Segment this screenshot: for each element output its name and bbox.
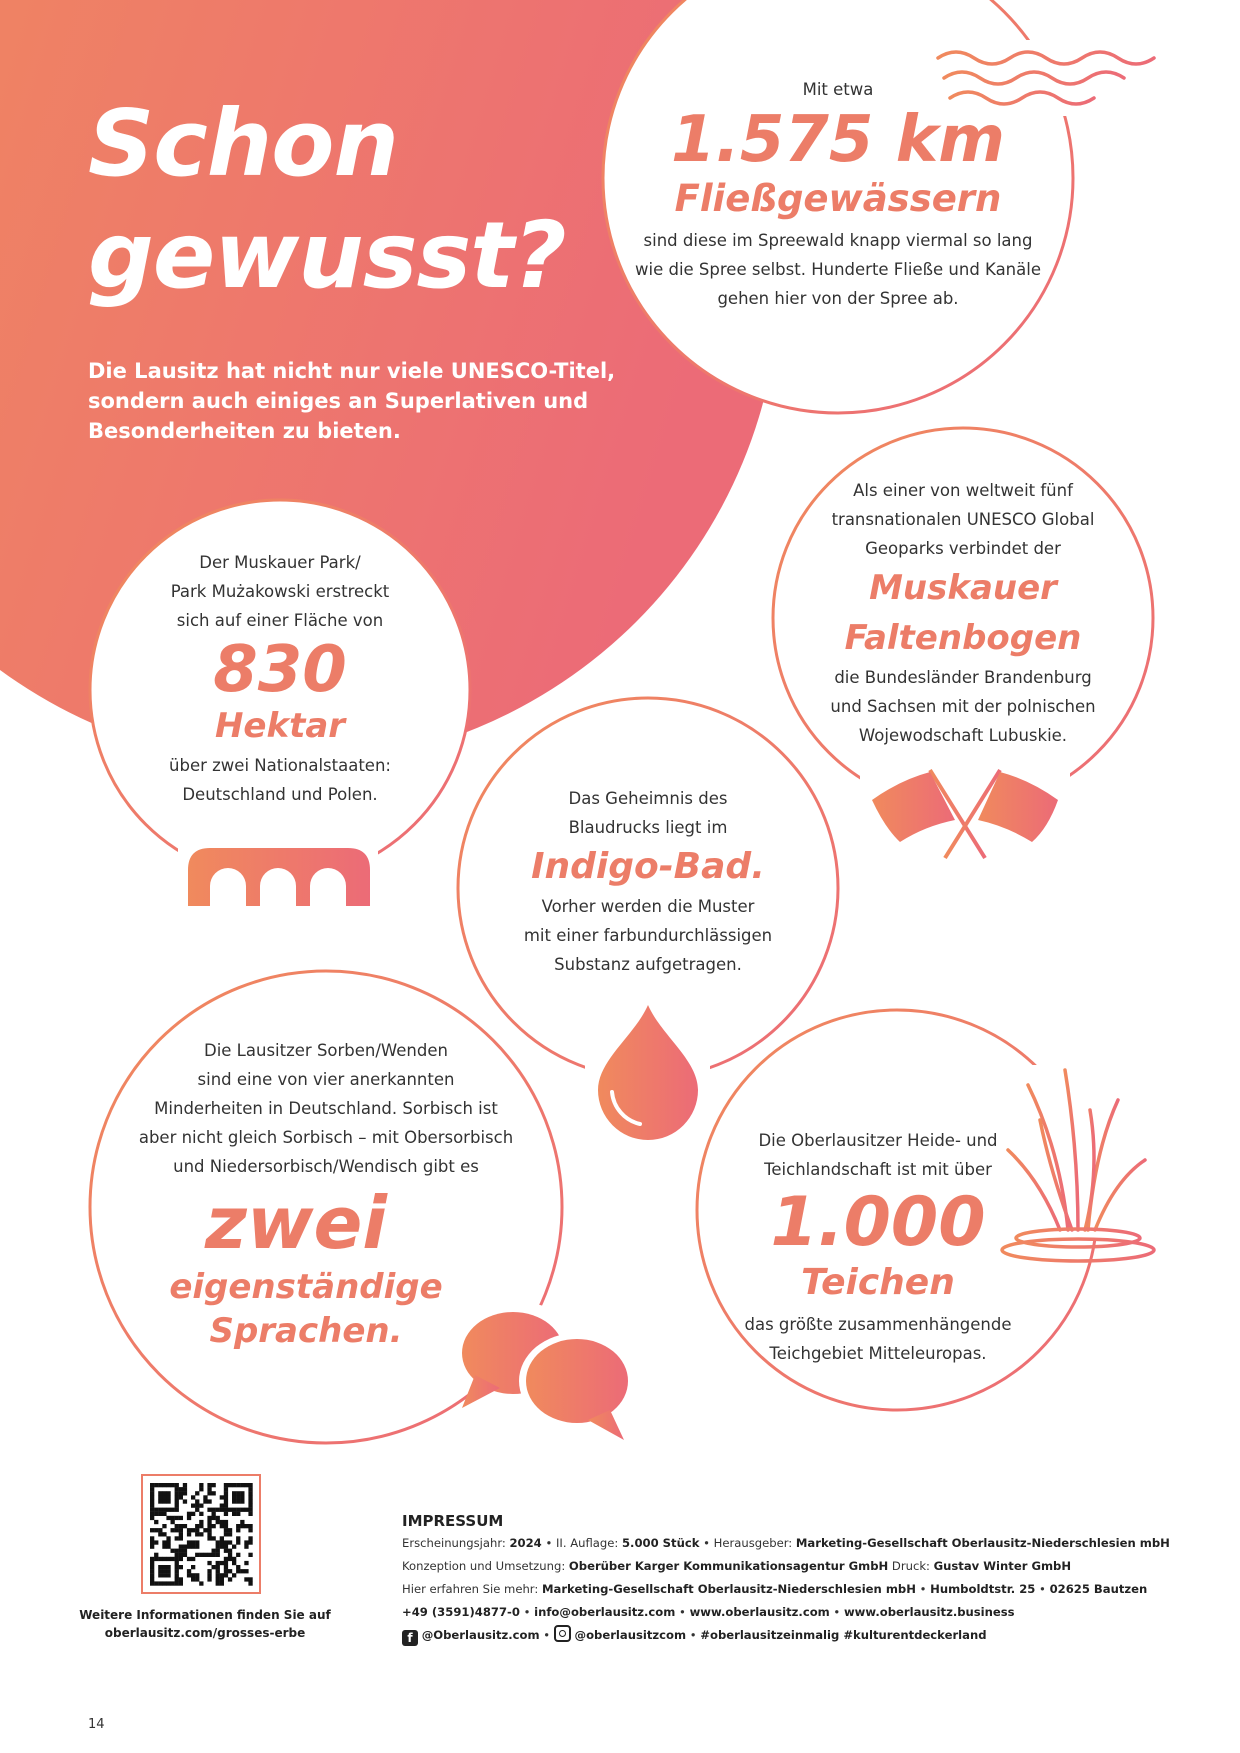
sorben-text: Minderheiten in Deutschland. Sorbisch ist: [154, 1099, 498, 1118]
park-sub: Hektar: [214, 706, 346, 746]
bridge-icon: [178, 836, 378, 906]
park-text: über zwei Nationalstaaten:: [169, 756, 391, 775]
geopark-text: Geoparks verbindet der: [865, 539, 1061, 558]
label: Erscheinungsjahr:: [402, 1536, 506, 1550]
spree-text: sind diese im Spreewald knapp viermal so lang: [643, 231, 1033, 250]
sorben-text: aber nicht gleich Sorbisch – mit Obersorbisch: [138, 1128, 514, 1147]
website-link[interactable]: www.oberlausitz.business: [843, 1605, 1015, 1619]
impressum-title: IMPRESSUM: [402, 1512, 504, 1530]
sorben-text: und Niedersorbisch/Wendisch gibt es: [173, 1157, 479, 1176]
qr-link[interactable]: oberlausitz.com/grosses-erbe: [104, 1626, 306, 1640]
page-number: 14: [88, 1717, 105, 1732]
email-link[interactable]: info@oberlausitz.com: [534, 1605, 676, 1619]
sorben-big: zwei: [205, 1181, 387, 1265]
spree-pre: Mit etwa: [802, 80, 874, 99]
park-text: sich auf einer Fläche von: [176, 611, 384, 630]
sorben-text: Die Lausitzer Sorben/Wenden: [204, 1041, 448, 1060]
park-text: Park Mużakowski erstreckt: [170, 582, 390, 601]
qr-code: [142, 1475, 260, 1593]
fact-park: [110, 548, 450, 809]
label: Druck:: [891, 1559, 930, 1573]
geopark-text: die Bundesländer Brandenburg: [834, 668, 1092, 687]
impressum-line1: Erscheinungsjahr: 2024 • II. Auflage: 5.000 Stück • Herausgeber: Marketing-Gesellschaft Oberlausitz-Niederschlesien mbH: [402, 1536, 1170, 1550]
publisher: Marketing-Gesellschaft Oberlausitz-Niederschlesien mbH: [795, 1536, 1170, 1550]
fact-sorben: [126, 1036, 526, 1353]
park-text: Deutschland und Polen.: [182, 785, 378, 804]
sorben-sub2: Sprachen.: [209, 1311, 403, 1351]
indigo-text: Vorher werden die Muster: [541, 897, 755, 916]
label: Konzeption und Umsetzung:: [402, 1559, 566, 1573]
label: II. Auflage:: [555, 1536, 619, 1550]
qr-caption-line: Weitere Informationen finden Sie auf: [79, 1608, 331, 1622]
geopark-text: Wojewodschaft Lubuskie.: [858, 726, 1068, 745]
address: Humboldtstr. 25: [930, 1582, 1036, 1596]
teich-text: Teichgebiet Mitteleuropas.: [769, 1344, 987, 1363]
facebook-link[interactable]: @Oberlausitz.com: [421, 1628, 540, 1642]
intro-line: sondern auch einiges an Superlativen und: [88, 389, 589, 413]
geopark-big1: Muskauer: [869, 568, 1057, 608]
indigo-text: Blaudrucks liegt im: [568, 818, 728, 837]
intro-text: [88, 356, 648, 446]
geopark-text: Als einer von weltweit fünf: [853, 481, 1073, 500]
indigo-text: Das Geheimnis des: [568, 789, 728, 808]
impressum-line5: f @Oberlausitz.com • @oberlausitzcom • #oberlausitzeinmalig #kulturentdeckerland: [402, 1624, 1182, 1647]
impressum-line2: [402, 1555, 1182, 1578]
teich-text: Die Oberlausitzer Heide- und: [758, 1131, 998, 1150]
teich-text: das größte zusammenhängende: [744, 1315, 1012, 1334]
hashtags: #oberlausitzeinmalig #kulturentdeckerland: [700, 1628, 987, 1642]
qr-caption: [70, 1606, 340, 1642]
instagram-icon: [554, 1625, 571, 1642]
spree-text: gehen hier von der Spree ab.: [717, 289, 959, 308]
intro-line: Besonderheiten zu bieten.: [88, 419, 401, 443]
indigo-text: Substanz aufgetragen.: [554, 955, 742, 974]
label: Hier erfahren Sie mehr:: [402, 1582, 539, 1596]
impressum-line4: +49 (3591)4877-0 • info@oberlausitz.com • www.oberlausitz.com • www.oberlausitz.business: [402, 1605, 1015, 1619]
fact-indigo: [478, 784, 818, 979]
fact-geopark: [793, 476, 1133, 750]
headline: [88, 88, 608, 312]
year: 2024: [509, 1536, 542, 1550]
phone-link[interactable]: +49 (3591)4877-0: [402, 1605, 520, 1619]
website-link[interactable]: www.oberlausitz.com: [689, 1605, 830, 1619]
edition: 5.000 Stück: [621, 1536, 700, 1550]
impressum-line3: Hier erfahren Sie mehr: Marketing-Gesellschaft Oberlausitz-Niederschlesien mbH • Humboldtstr. 25 • 02625 Bautzen: [402, 1582, 1148, 1596]
instagram-link[interactable]: @oberlausitzcom: [574, 1628, 687, 1642]
geopark-big2: Faltenbogen: [844, 618, 1082, 658]
fact-teich: [718, 1126, 1038, 1368]
crossed-flags-icon: [860, 765, 1070, 865]
sorben-sub1: eigenständige: [169, 1267, 443, 1307]
drop-icon: [585, 995, 710, 1140]
zip-city: 02625 Bautzen: [1049, 1582, 1148, 1596]
headline-line1: Schon: [88, 90, 398, 197]
impressum: [402, 1510, 1182, 1647]
organisation: Marketing-Gesellschaft Oberlausitz-Niederschlesien mbH: [541, 1582, 916, 1596]
park-big: 830: [213, 633, 347, 707]
fact-spree: [618, 75, 1058, 313]
facebook-icon: f: [402, 1630, 418, 1646]
intro-line: Die Lausitz hat nicht nur viele UNESCO-Titel,: [88, 359, 616, 383]
geopark-text: und Sachsen mit der polnischen: [830, 697, 1096, 716]
teich-text: Teichlandschaft ist mit über: [764, 1160, 992, 1179]
teich-big: 1.000: [770, 1183, 986, 1262]
spree-sub: Fließgewässern: [674, 177, 1002, 220]
headline-line2: gewusst?: [88, 202, 566, 309]
spree-text: wie die Spree selbst. Hunderte Fließe und Kanäle: [635, 260, 1041, 279]
geopark-text: transnationalen UNESCO Global: [831, 510, 1095, 529]
spree-big: 1.575 km: [671, 103, 1005, 177]
indigo-text: mit einer farbundurchlässigen: [523, 926, 773, 945]
sorben-text: sind eine von vier anerkannten: [197, 1070, 455, 1089]
printer: Gustav Winter GmbH: [933, 1559, 1072, 1573]
indigo-big: Indigo-Bad.: [531, 846, 765, 887]
concept: Oberüber Karger Kommunikationsagentur GmbH: [568, 1559, 889, 1573]
teich-sub: Teichen: [801, 1262, 955, 1303]
label: Herausgeber:: [713, 1536, 793, 1550]
park-text: Der Muskauer Park/: [199, 553, 361, 572]
